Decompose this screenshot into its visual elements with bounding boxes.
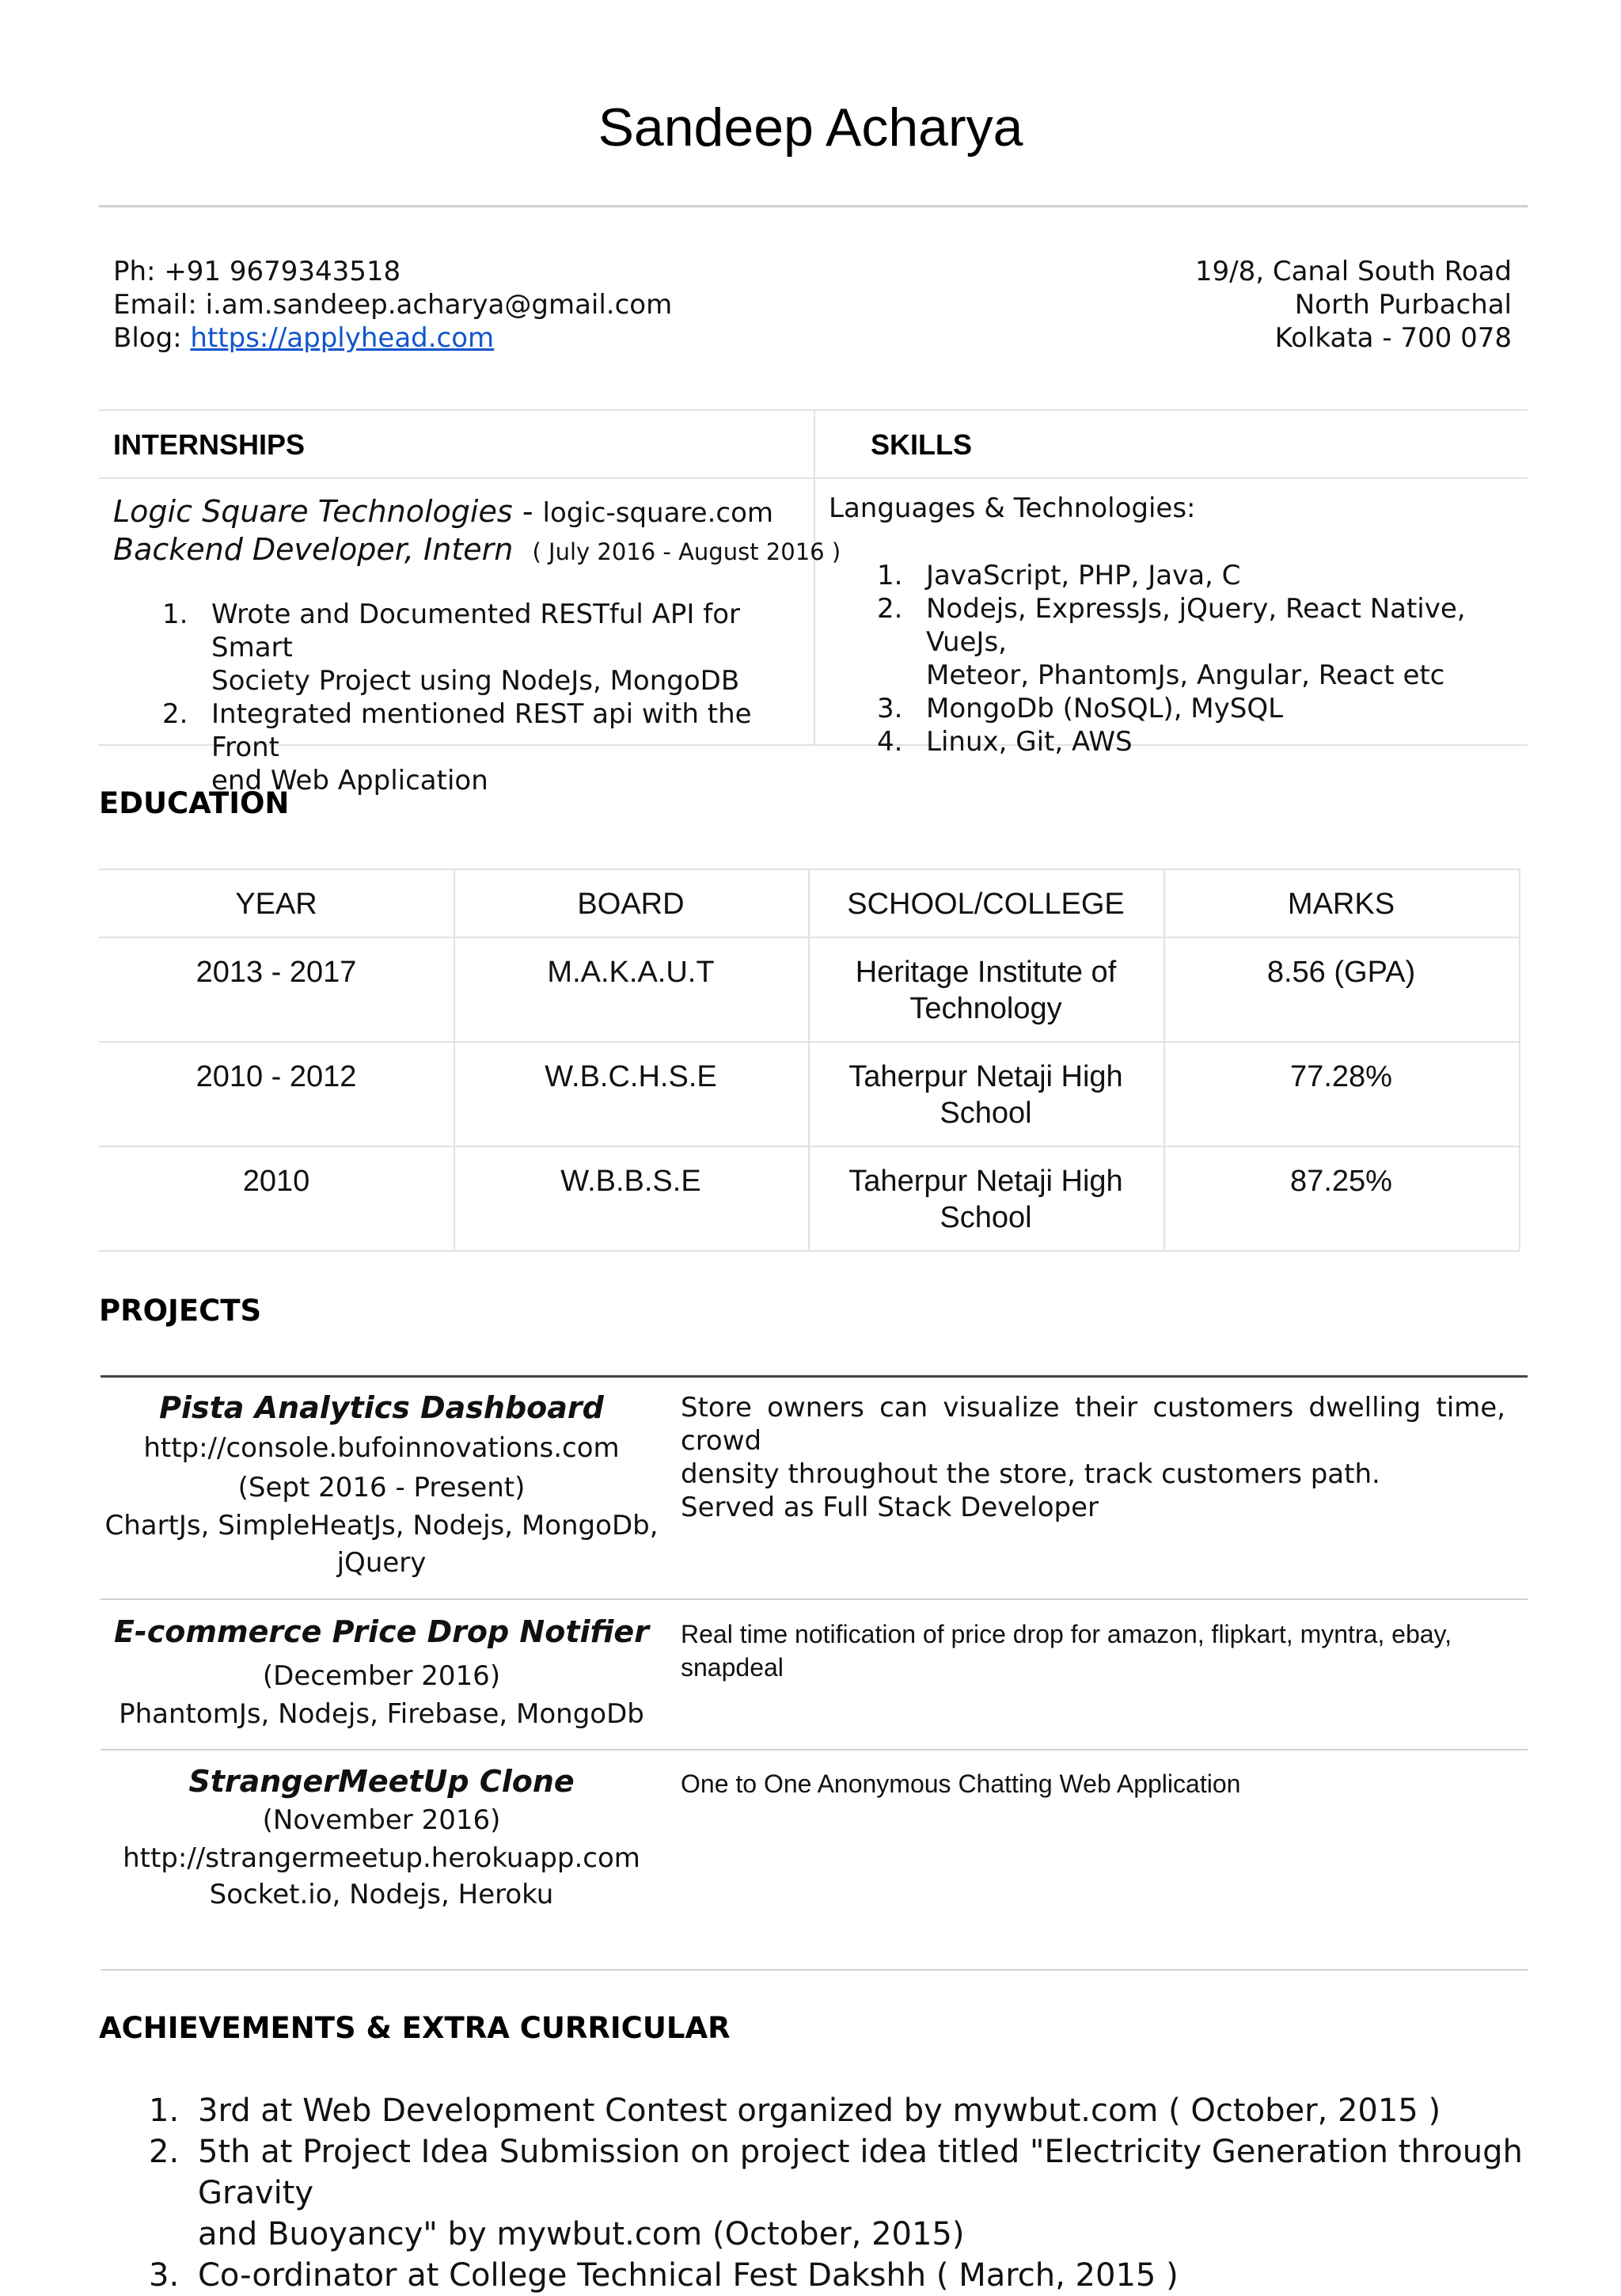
list-line: Meteor, PhantomJs, Angular, React etc bbox=[926, 660, 1445, 691]
list-number: 2. bbox=[149, 2134, 180, 2170]
list-item bbox=[162, 698, 811, 797]
project-tech-line: ChartJs, SimpleHeatJs, Nodejs, MongoDb, bbox=[104, 1510, 659, 1541]
header-divider bbox=[99, 205, 1528, 207]
description-line: Store owners can visualize their customers dwelling time, crowd bbox=[681, 1392, 1505, 1457]
skills-label: Languages & Technologies: bbox=[829, 492, 1196, 524]
achievements-list bbox=[149, 2090, 1526, 2296]
table-border bbox=[99, 1250, 1520, 1252]
projects-top-border bbox=[101, 1375, 1528, 1378]
project-title: Pista Analytics Dashboard bbox=[159, 1390, 604, 1425]
email: Email: i.am.sandeep.acharya@gmail.com bbox=[113, 289, 673, 321]
skills-heading: SKILLS bbox=[871, 428, 973, 461]
school-line: Taherpur Netaji High bbox=[848, 1060, 1123, 1093]
school-cell bbox=[808, 1163, 1164, 1236]
list-number: 3. bbox=[149, 2257, 180, 2294]
list-line: Co-ordinator at College Technical Fest Dakshh ( March, 2015 ) bbox=[198, 2257, 1179, 2294]
list-item bbox=[877, 592, 1526, 692]
table-border bbox=[1519, 869, 1520, 1250]
contact-block bbox=[113, 255, 672, 355]
list-item bbox=[149, 2090, 1526, 2131]
blog-label: Blog: bbox=[113, 322, 191, 354]
list-number: 1. bbox=[162, 599, 188, 630]
separator: - bbox=[512, 494, 543, 529]
table-border bbox=[814, 409, 815, 744]
list-line: end Web Application bbox=[211, 765, 488, 796]
year-cell: 2010 - 2012 bbox=[196, 1060, 357, 1093]
role-dates: ( July 2016 - August 2016 ) bbox=[532, 538, 841, 565]
school-line: School bbox=[940, 1201, 1032, 1234]
school-cell bbox=[808, 1059, 1164, 1131]
phone: Ph: +91 9679343518 bbox=[113, 256, 401, 287]
list-item bbox=[877, 725, 1526, 758]
marks-cell: 87.25% bbox=[1290, 1165, 1392, 1198]
description-line: One to One Anonymous Chatting Web Application bbox=[681, 1770, 1241, 1798]
blog bbox=[113, 321, 672, 355]
project-tech: Socket.io, Nodejs, Heroku bbox=[209, 1879, 554, 1910]
list-line: Wrote and Documented RESTful API for Smart bbox=[211, 599, 740, 663]
column-header-board: BOARD bbox=[577, 888, 685, 921]
project-divider bbox=[101, 1598, 1528, 1600]
project-url: http://console.bufoinnovations.com bbox=[143, 1432, 620, 1464]
internship-role bbox=[113, 532, 841, 567]
address-block bbox=[1195, 255, 1512, 355]
company-name: Logic Square Technologies bbox=[113, 494, 513, 529]
skills-list bbox=[877, 559, 1526, 758]
list-line: Society Project using NodeJs, MongoDB bbox=[211, 665, 740, 697]
address-line-3: Kolkata - 700 078 bbox=[1274, 322, 1512, 354]
company-site: logic-square.com bbox=[542, 497, 774, 529]
list-number: 3. bbox=[877, 693, 903, 724]
description-line: snapdeal bbox=[681, 1653, 784, 1682]
project-tech: PhantomJs, Nodejs, Firebase, MongoDb bbox=[119, 1698, 644, 1730]
internship-company bbox=[113, 494, 773, 529]
achievements-heading: ACHIEVEMENTS & EXTRA CURRICULAR bbox=[99, 2011, 731, 2045]
year-cell: 2013 - 2017 bbox=[196, 956, 357, 989]
address-line-1: 19/8, Canal South Road bbox=[1194, 256, 1512, 287]
list-number: 1. bbox=[149, 2093, 180, 2129]
board-cell: W.B.B.S.E bbox=[560, 1165, 701, 1198]
school-cell bbox=[808, 954, 1164, 1027]
description-line: Served as Full Stack Developer bbox=[681, 1492, 1099, 1523]
list-line: 3rd at Web Development Contest organized by mywbut.com ( October, 2015 ) bbox=[198, 2093, 1441, 2129]
list-line: Integrated mentioned REST api with the Front bbox=[211, 698, 752, 763]
education-heading: EDUCATION bbox=[99, 786, 290, 820]
school-line: Technology bbox=[909, 992, 1062, 1025]
list-line: Nodejs, ExpressJs, jQuery, React Native, VueJs, bbox=[926, 593, 1466, 658]
project-dates: (November 2016) bbox=[262, 1804, 501, 1836]
list-item bbox=[877, 692, 1526, 725]
school-line: School bbox=[940, 1097, 1032, 1130]
marks-cell: 8.56 (GPA) bbox=[1266, 956, 1416, 989]
column-header-school: SCHOOL/COLLEGE bbox=[847, 888, 1125, 921]
board-cell: W.B.C.H.S.E bbox=[545, 1060, 717, 1093]
projects-heading: PROJECTS bbox=[99, 1294, 262, 1328]
resume-name: Sandeep Acharya bbox=[598, 97, 1023, 158]
list-number: 4. bbox=[877, 726, 903, 758]
marks-cell: 77.28% bbox=[1290, 1060, 1392, 1093]
internship-list bbox=[162, 598, 811, 797]
list-number: 2. bbox=[162, 698, 188, 730]
project-dates: (December 2016) bbox=[262, 1660, 501, 1692]
projects-bottom-border bbox=[101, 1969, 1528, 1971]
board-cell: M.A.K.A.U.T bbox=[547, 956, 715, 989]
project-dates: (Sept 2016 - Present) bbox=[237, 1472, 526, 1503]
list-line: MongoDb (NoSQL), MySQL bbox=[926, 693, 1284, 724]
list-line: JavaScript, PHP, Java, C bbox=[926, 560, 1241, 591]
list-item bbox=[149, 2131, 1526, 2255]
column-header-marks: MARKS bbox=[1287, 888, 1395, 921]
list-line: 5th at Project Idea Submission on project idea titled "Electricity Generation through Gravity bbox=[198, 2134, 1523, 2211]
blog-link[interactable]: https://applyhead.com bbox=[190, 322, 495, 354]
project-description bbox=[681, 1617, 1505, 1684]
project-description bbox=[681, 1391, 1505, 1524]
year-cell: 2010 bbox=[242, 1165, 310, 1198]
column-header-year: YEAR bbox=[235, 888, 317, 921]
description-line: Real time notification of price drop for amazon, flipkart, myntra, ebay, bbox=[681, 1620, 1452, 1648]
list-line: Linux, Git, AWS bbox=[926, 726, 1133, 758]
internships-heading: INTERNSHIPS bbox=[113, 428, 306, 461]
role-title: Backend Developer, Intern bbox=[113, 532, 514, 567]
project-title: E-commerce Price Drop Notifier bbox=[114, 1614, 649, 1649]
address-line-2: North Purbachal bbox=[1294, 289, 1512, 321]
list-number: 1. bbox=[877, 560, 903, 591]
description-line: density throughout the store, track customers path. bbox=[681, 1458, 1380, 1490]
list-item bbox=[149, 2255, 1526, 2296]
list-line: and Buoyancy" by mywbut.com (October, 2015) bbox=[198, 2216, 965, 2252]
school-line: Heritage Institute of bbox=[855, 956, 1117, 989]
school-line: Taherpur Netaji High bbox=[848, 1165, 1123, 1198]
list-item bbox=[162, 598, 811, 698]
project-title: StrangerMeetUp Clone bbox=[188, 1764, 575, 1799]
project-description bbox=[681, 1767, 1505, 1800]
list-item bbox=[877, 559, 1526, 592]
project-tech bbox=[101, 1507, 662, 1582]
project-divider bbox=[101, 1749, 1528, 1751]
list-number: 2. bbox=[877, 593, 903, 625]
project-tech-line: jQuery bbox=[336, 1547, 427, 1579]
project-url: http://strangermeetup.herokuapp.com bbox=[123, 1842, 640, 1874]
